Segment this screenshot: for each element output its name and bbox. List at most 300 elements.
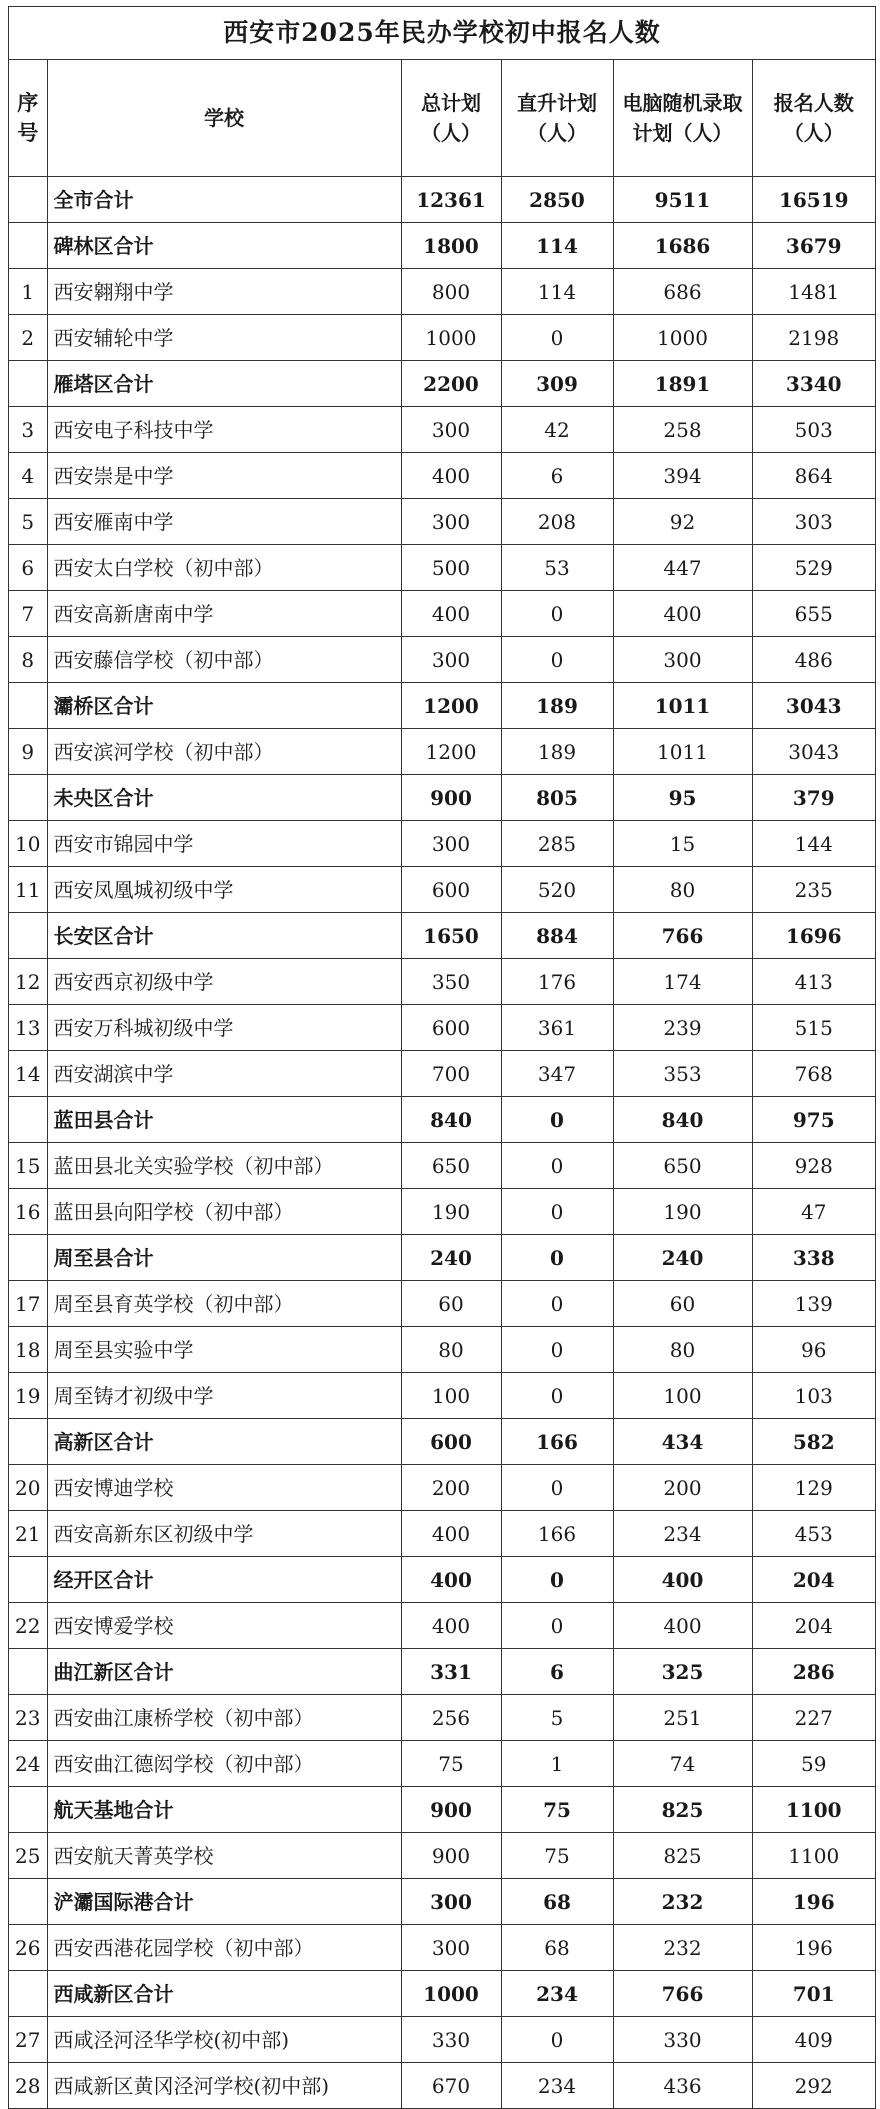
cell-direct-plan: 75 <box>501 1787 613 1833</box>
table-row <box>9 1925 875 1971</box>
cell-school: 浐灞国际港合计 <box>47 1879 401 1925</box>
cell-direct-plan: 68 <box>501 1925 613 1971</box>
table-row <box>9 591 875 637</box>
cell-applicants: 204 <box>752 1557 875 1603</box>
cell-total-plan: 1200 <box>401 729 501 775</box>
cell-total-plan: 190 <box>401 1189 501 1235</box>
header-seq: 序号 <box>9 60 47 177</box>
cell-school: 西安高新唐南中学 <box>47 591 401 637</box>
cell-school: 西安藤信学校（初中部） <box>47 637 401 683</box>
subtotal-row <box>9 913 875 959</box>
cell-computer-plan: 174 <box>613 959 752 1005</box>
cell-computer-plan: 825 <box>613 1787 752 1833</box>
cell-computer-plan: 232 <box>613 1879 752 1925</box>
subtotal-row <box>9 1419 875 1465</box>
cell-seq <box>9 683 47 729</box>
cell-computer-plan: 9511 <box>613 177 752 223</box>
cell-direct-plan: 6 <box>501 1649 613 1695</box>
cell-seq: 8 <box>9 637 47 683</box>
table-row <box>9 2017 875 2063</box>
cell-total-plan: 200 <box>401 1465 501 1511</box>
cell-school: 西安翱翔中学 <box>47 269 401 315</box>
document-title: 西安市2025年民办学校初中报名人数 <box>9 7 875 60</box>
cell-computer-plan: 232 <box>613 1925 752 1971</box>
cell-applicants: 1100 <box>752 1833 875 1879</box>
table-header-row <box>9 60 875 177</box>
table-row <box>9 453 875 499</box>
table-row <box>9 315 875 361</box>
table-row <box>9 407 875 453</box>
cell-applicants: 379 <box>752 775 875 821</box>
cell-total-plan: 500 <box>401 545 501 591</box>
cell-computer-plan: 1000 <box>613 315 752 361</box>
cell-school: 周至县实验中学 <box>47 1327 401 1373</box>
cell-computer-plan: 258 <box>613 407 752 453</box>
cell-total-plan: 330 <box>401 2017 501 2063</box>
cell-total-plan: 300 <box>401 499 501 545</box>
cell-total-plan: 300 <box>401 1879 501 1925</box>
cell-seq <box>9 1787 47 1833</box>
cell-computer-plan: 400 <box>613 1557 752 1603</box>
cell-applicants: 3043 <box>752 729 875 775</box>
cell-applicants: 503 <box>752 407 875 453</box>
cell-computer-plan: 394 <box>613 453 752 499</box>
cell-computer-plan: 1686 <box>613 223 752 269</box>
subtotal-row <box>9 177 875 223</box>
cell-seq <box>9 775 47 821</box>
cell-direct-plan: 0 <box>501 315 613 361</box>
cell-total-plan: 1000 <box>401 1971 501 2017</box>
subtotal-row <box>9 1557 875 1603</box>
cell-applicants: 196 <box>752 1879 875 1925</box>
header-total-plan: 总计划（人） <box>401 60 501 177</box>
cell-school: 蓝田县向阳学校（初中部） <box>47 1189 401 1235</box>
cell-direct-plan: 114 <box>501 223 613 269</box>
cell-school: 全市合计 <box>47 177 401 223</box>
subtotal-row <box>9 361 875 407</box>
cell-seq <box>9 361 47 407</box>
subtotal-row <box>9 1971 875 2017</box>
cell-computer-plan: 650 <box>613 1143 752 1189</box>
cell-total-plan: 331 <box>401 1649 501 1695</box>
cell-applicants: 16519 <box>752 177 875 223</box>
table-row <box>9 1695 875 1741</box>
cell-seq: 17 <box>9 1281 47 1327</box>
cell-computer-plan: 766 <box>613 1971 752 2017</box>
cell-applicants: 96 <box>752 1327 875 1373</box>
subtotal-row <box>9 1879 875 1925</box>
cell-direct-plan: 208 <box>501 499 613 545</box>
cell-applicants: 582 <box>752 1419 875 1465</box>
cell-seq: 13 <box>9 1005 47 1051</box>
table-row <box>9 821 875 867</box>
cell-school: 灞桥区合计 <box>47 683 401 729</box>
cell-seq: 22 <box>9 1603 47 1649</box>
cell-seq: 24 <box>9 1741 47 1787</box>
subtotal-row <box>9 1649 875 1695</box>
cell-school: 西安辅轮中学 <box>47 315 401 361</box>
cell-seq: 7 <box>9 591 47 637</box>
cell-computer-plan: 80 <box>613 1327 752 1373</box>
cell-direct-plan: 68 <box>501 1879 613 1925</box>
cell-school: 西安曲江德闳学校（初中部） <box>47 1741 401 1787</box>
cell-applicants: 1696 <box>752 913 875 959</box>
cell-direct-plan: 114 <box>501 269 613 315</box>
cell-total-plan: 600 <box>401 867 501 913</box>
cell-direct-plan: 0 <box>501 1097 613 1143</box>
cell-school: 西安电子科技中学 <box>47 407 401 453</box>
cell-direct-plan: 0 <box>501 1281 613 1327</box>
cell-school: 西安西港花园学校（初中部） <box>47 1925 401 1971</box>
cell-applicants: 129 <box>752 1465 875 1511</box>
cell-seq <box>9 177 47 223</box>
cell-total-plan: 350 <box>401 959 501 1005</box>
cell-total-plan: 400 <box>401 591 501 637</box>
cell-computer-plan: 766 <box>613 913 752 959</box>
cell-direct-plan: 285 <box>501 821 613 867</box>
cell-school: 长安区合计 <box>47 913 401 959</box>
cell-seq: 3 <box>9 407 47 453</box>
cell-computer-plan: 1891 <box>613 361 752 407</box>
cell-computer-plan: 825 <box>613 1833 752 1879</box>
cell-direct-plan: 189 <box>501 729 613 775</box>
cell-seq <box>9 1235 47 1281</box>
cell-direct-plan: 0 <box>501 1235 613 1281</box>
cell-seq: 11 <box>9 867 47 913</box>
cell-school: 西咸新区黄冈泾河学校(初中部) <box>47 2063 401 2109</box>
cell-school: 西安曲江康桥学校（初中部） <box>47 1695 401 1741</box>
cell-total-plan: 100 <box>401 1373 501 1419</box>
cell-school: 西安博迪学校 <box>47 1465 401 1511</box>
cell-direct-plan: 0 <box>501 637 613 683</box>
cell-school: 西安市锦园中学 <box>47 821 401 867</box>
cell-seq: 12 <box>9 959 47 1005</box>
cell-applicants: 3043 <box>752 683 875 729</box>
cell-applicants: 529 <box>752 545 875 591</box>
cell-computer-plan: 300 <box>613 637 752 683</box>
cell-direct-plan: 0 <box>501 1189 613 1235</box>
cell-school: 高新区合计 <box>47 1419 401 1465</box>
cell-applicants: 47 <box>752 1189 875 1235</box>
cell-applicants: 701 <box>752 1971 875 2017</box>
cell-total-plan: 600 <box>401 1005 501 1051</box>
table-row <box>9 1833 875 1879</box>
cell-seq <box>9 1557 47 1603</box>
cell-total-plan: 400 <box>401 1511 501 1557</box>
cell-direct-plan: 166 <box>501 1511 613 1557</box>
cell-applicants: 103 <box>752 1373 875 1419</box>
cell-computer-plan: 1011 <box>613 683 752 729</box>
cell-school: 西安西京初级中学 <box>47 959 401 1005</box>
cell-applicants: 3340 <box>752 361 875 407</box>
cell-direct-plan: 0 <box>501 2017 613 2063</box>
cell-applicants: 655 <box>752 591 875 637</box>
cell-computer-plan: 74 <box>613 1741 752 1787</box>
cell-applicants: 303 <box>752 499 875 545</box>
cell-total-plan: 60 <box>401 1281 501 1327</box>
cell-applicants: 204 <box>752 1603 875 1649</box>
cell-computer-plan: 190 <box>613 1189 752 1235</box>
cell-applicants: 139 <box>752 1281 875 1327</box>
cell-seq: 4 <box>9 453 47 499</box>
cell-school: 西安航天菁英学校 <box>47 1833 401 1879</box>
cell-total-plan: 1000 <box>401 315 501 361</box>
table-body <box>9 177 875 2109</box>
cell-applicants: 453 <box>752 1511 875 1557</box>
table-row <box>9 1005 875 1051</box>
document-sheet <box>8 6 876 2109</box>
cell-direct-plan: 6 <box>501 453 613 499</box>
cell-seq: 1 <box>9 269 47 315</box>
cell-direct-plan: 42 <box>501 407 613 453</box>
cell-computer-plan: 436 <box>613 2063 752 2109</box>
cell-direct-plan: 347 <box>501 1051 613 1097</box>
cell-applicants: 864 <box>752 453 875 499</box>
cell-seq: 15 <box>9 1143 47 1189</box>
cell-seq: 5 <box>9 499 47 545</box>
cell-computer-plan: 400 <box>613 591 752 637</box>
cell-seq: 2 <box>9 315 47 361</box>
subtotal-row <box>9 775 875 821</box>
cell-computer-plan: 239 <box>613 1005 752 1051</box>
cell-school: 西安万科城初级中学 <box>47 1005 401 1051</box>
cell-school: 经开区合计 <box>47 1557 401 1603</box>
cell-school: 航天基地合计 <box>47 1787 401 1833</box>
cell-applicants: 338 <box>752 1235 875 1281</box>
cell-direct-plan: 176 <box>501 959 613 1005</box>
cell-computer-plan: 447 <box>613 545 752 591</box>
cell-school: 西安湖滨中学 <box>47 1051 401 1097</box>
cell-total-plan: 600 <box>401 1419 501 1465</box>
cell-direct-plan: 166 <box>501 1419 613 1465</box>
table-row <box>9 729 875 775</box>
cell-seq <box>9 1097 47 1143</box>
table-row <box>9 1741 875 1787</box>
cell-applicants: 144 <box>752 821 875 867</box>
cell-school: 西咸新区合计 <box>47 1971 401 2017</box>
cell-seq <box>9 1649 47 1695</box>
cell-total-plan: 400 <box>401 1557 501 1603</box>
cell-computer-plan: 1011 <box>613 729 752 775</box>
cell-direct-plan: 53 <box>501 545 613 591</box>
cell-applicants: 286 <box>752 1649 875 1695</box>
cell-seq: 21 <box>9 1511 47 1557</box>
cell-applicants: 515 <box>752 1005 875 1051</box>
table-row <box>9 1603 875 1649</box>
cell-seq <box>9 1971 47 2017</box>
table-row <box>9 1465 875 1511</box>
table-row <box>9 499 875 545</box>
cell-direct-plan: 0 <box>501 1465 613 1511</box>
cell-direct-plan: 884 <box>501 913 613 959</box>
cell-applicants: 1100 <box>752 1787 875 1833</box>
cell-total-plan: 900 <box>401 1787 501 1833</box>
cell-total-plan: 300 <box>401 1925 501 1971</box>
table-row <box>9 959 875 1005</box>
cell-direct-plan: 0 <box>501 1557 613 1603</box>
cell-total-plan: 2200 <box>401 361 501 407</box>
cell-computer-plan: 80 <box>613 867 752 913</box>
cell-computer-plan: 60 <box>613 1281 752 1327</box>
cell-seq: 27 <box>9 2017 47 2063</box>
cell-seq: 6 <box>9 545 47 591</box>
cell-direct-plan: 75 <box>501 1833 613 1879</box>
cell-computer-plan: 251 <box>613 1695 752 1741</box>
cell-computer-plan: 15 <box>613 821 752 867</box>
table-row <box>9 2063 875 2109</box>
header-direct-plan: 直升计划（人） <box>501 60 613 177</box>
header-computer-plan: 电脑随机录取计划（人） <box>613 60 752 177</box>
cell-seq: 16 <box>9 1189 47 1235</box>
cell-total-plan: 300 <box>401 637 501 683</box>
cell-school: 西咸泾河泾华学校(初中部) <box>47 2017 401 2063</box>
cell-direct-plan: 234 <box>501 2063 613 2109</box>
cell-school: 碑林区合计 <box>47 223 401 269</box>
cell-seq: 9 <box>9 729 47 775</box>
cell-applicants: 59 <box>752 1741 875 1787</box>
cell-applicants: 413 <box>752 959 875 1005</box>
cell-school: 西安凤凰城初级中学 <box>47 867 401 913</box>
cell-computer-plan: 92 <box>613 499 752 545</box>
cell-computer-plan: 95 <box>613 775 752 821</box>
cell-school: 未央区合计 <box>47 775 401 821</box>
cell-school: 曲江新区合计 <box>47 1649 401 1695</box>
cell-total-plan: 12361 <box>401 177 501 223</box>
cell-computer-plan: 100 <box>613 1373 752 1419</box>
cell-direct-plan: 1 <box>501 1741 613 1787</box>
cell-total-plan: 900 <box>401 1833 501 1879</box>
table-row <box>9 1327 875 1373</box>
table-row <box>9 545 875 591</box>
cell-seq: 20 <box>9 1465 47 1511</box>
cell-school: 西安太白学校（初中部） <box>47 545 401 591</box>
cell-direct-plan: 5 <box>501 1695 613 1741</box>
cell-school: 西安滨河学校（初中部） <box>47 729 401 775</box>
subtotal-row <box>9 1787 875 1833</box>
cell-applicants: 235 <box>752 867 875 913</box>
subtotal-row <box>9 1097 875 1143</box>
cell-seq <box>9 1419 47 1465</box>
cell-direct-plan: 189 <box>501 683 613 729</box>
subtotal-row <box>9 223 875 269</box>
cell-total-plan: 800 <box>401 269 501 315</box>
cell-school: 周至铸才初级中学 <box>47 1373 401 1419</box>
table-row <box>9 1143 875 1189</box>
cell-seq: 28 <box>9 2063 47 2109</box>
cell-school: 周至县育英学校（初中部） <box>47 1281 401 1327</box>
table-row <box>9 867 875 913</box>
cell-seq: 18 <box>9 1327 47 1373</box>
cell-applicants: 3679 <box>752 223 875 269</box>
cell-school: 蓝田县北关实验学校（初中部） <box>47 1143 401 1189</box>
cell-direct-plan: 234 <box>501 1971 613 2017</box>
cell-applicants: 227 <box>752 1695 875 1741</box>
table-row <box>9 1511 875 1557</box>
cell-school: 蓝田县合计 <box>47 1097 401 1143</box>
cell-direct-plan: 0 <box>501 1603 613 1649</box>
cell-applicants: 975 <box>752 1097 875 1143</box>
cell-applicants: 486 <box>752 637 875 683</box>
cell-seq: 26 <box>9 1925 47 1971</box>
cell-total-plan: 80 <box>401 1327 501 1373</box>
cell-school: 西安博爱学校 <box>47 1603 401 1649</box>
cell-applicants: 2198 <box>752 315 875 361</box>
cell-total-plan: 400 <box>401 1603 501 1649</box>
cell-direct-plan: 0 <box>501 1327 613 1373</box>
enrollment-table <box>9 60 875 2108</box>
cell-seq: 25 <box>9 1833 47 1879</box>
cell-school: 西安雁南中学 <box>47 499 401 545</box>
cell-total-plan: 700 <box>401 1051 501 1097</box>
cell-computer-plan: 240 <box>613 1235 752 1281</box>
cell-seq: 19 <box>9 1373 47 1419</box>
table-row <box>9 637 875 683</box>
table-row <box>9 1051 875 1097</box>
cell-computer-plan: 686 <box>613 269 752 315</box>
subtotal-row <box>9 683 875 729</box>
cell-seq <box>9 913 47 959</box>
cell-total-plan: 1200 <box>401 683 501 729</box>
cell-computer-plan: 353 <box>613 1051 752 1097</box>
table-row <box>9 1373 875 1419</box>
header-school: 学校 <box>47 60 401 177</box>
cell-total-plan: 1650 <box>401 913 501 959</box>
cell-applicants: 1481 <box>752 269 875 315</box>
cell-school: 西安崇是中学 <box>47 453 401 499</box>
cell-direct-plan: 0 <box>501 591 613 637</box>
cell-seq: 14 <box>9 1051 47 1097</box>
cell-seq <box>9 1879 47 1925</box>
cell-direct-plan: 2850 <box>501 177 613 223</box>
cell-school: 西安高新东区初级中学 <box>47 1511 401 1557</box>
cell-direct-plan: 0 <box>501 1143 613 1189</box>
cell-total-plan: 650 <box>401 1143 501 1189</box>
cell-total-plan: 75 <box>401 1741 501 1787</box>
cell-computer-plan: 434 <box>613 1419 752 1465</box>
cell-total-plan: 300 <box>401 821 501 867</box>
cell-total-plan: 670 <box>401 2063 501 2109</box>
cell-total-plan: 300 <box>401 407 501 453</box>
cell-seq: 10 <box>9 821 47 867</box>
cell-direct-plan: 309 <box>501 361 613 407</box>
cell-total-plan: 1800 <box>401 223 501 269</box>
cell-seq: 23 <box>9 1695 47 1741</box>
cell-applicants: 196 <box>752 1925 875 1971</box>
cell-total-plan: 900 <box>401 775 501 821</box>
table-row <box>9 269 875 315</box>
cell-computer-plan: 330 <box>613 2017 752 2063</box>
cell-direct-plan: 0 <box>501 1373 613 1419</box>
table-row <box>9 1189 875 1235</box>
cell-direct-plan: 805 <box>501 775 613 821</box>
cell-computer-plan: 234 <box>613 1511 752 1557</box>
cell-applicants: 292 <box>752 2063 875 2109</box>
cell-direct-plan: 361 <box>501 1005 613 1051</box>
cell-applicants: 928 <box>752 1143 875 1189</box>
header-applicants: 报名人数（人） <box>752 60 875 177</box>
cell-computer-plan: 325 <box>613 1649 752 1695</box>
cell-direct-plan: 520 <box>501 867 613 913</box>
cell-computer-plan: 400 <box>613 1603 752 1649</box>
cell-total-plan: 256 <box>401 1695 501 1741</box>
cell-total-plan: 400 <box>401 453 501 499</box>
subtotal-row <box>9 1235 875 1281</box>
cell-total-plan: 240 <box>401 1235 501 1281</box>
table-row <box>9 1281 875 1327</box>
cell-computer-plan: 840 <box>613 1097 752 1143</box>
cell-applicants: 768 <box>752 1051 875 1097</box>
cell-seq <box>9 223 47 269</box>
